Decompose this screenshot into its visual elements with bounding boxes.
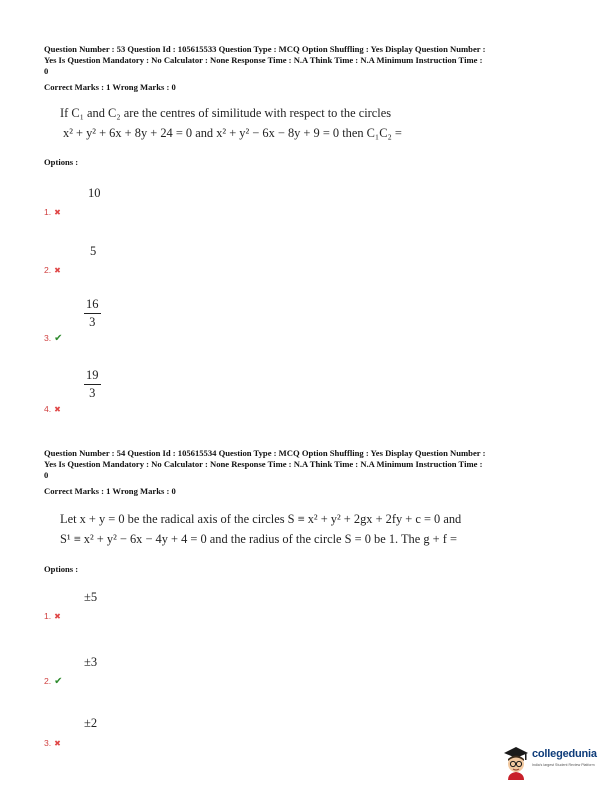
option-number-label: 3.: [44, 738, 52, 748]
check-icon: ✔: [54, 676, 63, 687]
meta-line: Question Number : 53 Question Id : 105615533 Question Type : MCQ Option Shuffling : Yes Display Question Number :: [44, 44, 486, 54]
option-value: ±3: [84, 655, 98, 669]
wrong-icon: ✖: [54, 739, 61, 748]
option-3-number: [44, 333, 63, 344]
option-1-number: [44, 611, 61, 621]
option-2-number: [44, 265, 61, 275]
meta-line: 0: [44, 66, 49, 76]
option-number-label: 4.: [44, 404, 52, 414]
logo-wordmark: collegedunia: [532, 748, 597, 760]
option-1-number: [44, 207, 61, 217]
wrong-icon: ✖: [54, 266, 61, 275]
question-text-line: Let x + y = 0 be the radical axis of the circles S ≡ x² + y² + 2gx + 2fy + c = 0 and: [60, 512, 462, 526]
option-value: ±2: [84, 716, 98, 730]
wrong-icon: ✖: [54, 612, 61, 621]
question-54-marks: Correct Marks : 1 Wrong Marks : 0: [44, 486, 176, 496]
option-value: ±5: [84, 590, 98, 604]
options-label: Options :: [44, 157, 79, 167]
question-53-marks: Correct Marks : 1 Wrong Marks : 0: [44, 82, 176, 92]
fraction-denominator: 3: [89, 315, 96, 329]
option-3-number: [44, 738, 61, 748]
fraction-numerator: 19: [84, 367, 101, 385]
option-number-label: 2.: [44, 265, 52, 275]
option-fraction: [84, 296, 101, 331]
option-value: 10: [88, 186, 101, 200]
meta-line: Yes Is Question Mandatory : No Calculator : None Response Time : N.A Think Time : N.A Minimum Instruction Time :: [44, 459, 483, 469]
question-53-text: [60, 103, 552, 143]
question-text-line: If C₁ and C₂ are the centres of similitude with respect to the circles: [60, 106, 392, 120]
option-number-label: 1.: [44, 611, 52, 621]
options-label: Options :: [44, 564, 79, 574]
option-fraction: [84, 367, 101, 402]
question-text-line: S¹ ≡ x² + y² − 6x − 4y + 4 = 0 and the radius of the circle S = 0 be 1. The g + f =: [60, 532, 457, 546]
option-4-number: [44, 404, 61, 414]
option-number-label: 3.: [44, 333, 52, 343]
wrong-icon: ✖: [54, 208, 61, 217]
graduate-mascot-icon: [502, 744, 530, 780]
question-54-meta: [44, 448, 574, 481]
question-53-meta: [44, 44, 574, 77]
meta-line: Question Number : 54 Question Id : 105615534 Question Type : MCQ Option Shuffling : Yes Display Question Number :: [44, 448, 486, 458]
option-value: 5: [90, 244, 97, 258]
logo-tagline: India's largest Student Review Platform: [532, 763, 595, 767]
question-text-line: x² + y² + 6x + 8y + 24 = 0 and x² + y² − 6x − 8y + 9 = 0 then C₁C₂ =: [63, 126, 402, 140]
option-2-number: [44, 676, 63, 687]
question-54-text: [60, 509, 552, 549]
fraction-denominator: 3: [89, 386, 96, 400]
option-number-label: 2.: [44, 676, 52, 686]
wrong-icon: ✖: [54, 405, 61, 414]
check-icon: ✔: [54, 333, 63, 344]
collegedunia-logo: [502, 744, 607, 782]
meta-line: Yes Is Question Mandatory : No Calculator : None Response Time : N.A Think Time : N.A Minimum Instruction Time :: [44, 55, 483, 65]
fraction-numerator: 16: [84, 296, 101, 314]
option-number-label: 1.: [44, 207, 52, 217]
meta-line: 0: [44, 470, 49, 480]
